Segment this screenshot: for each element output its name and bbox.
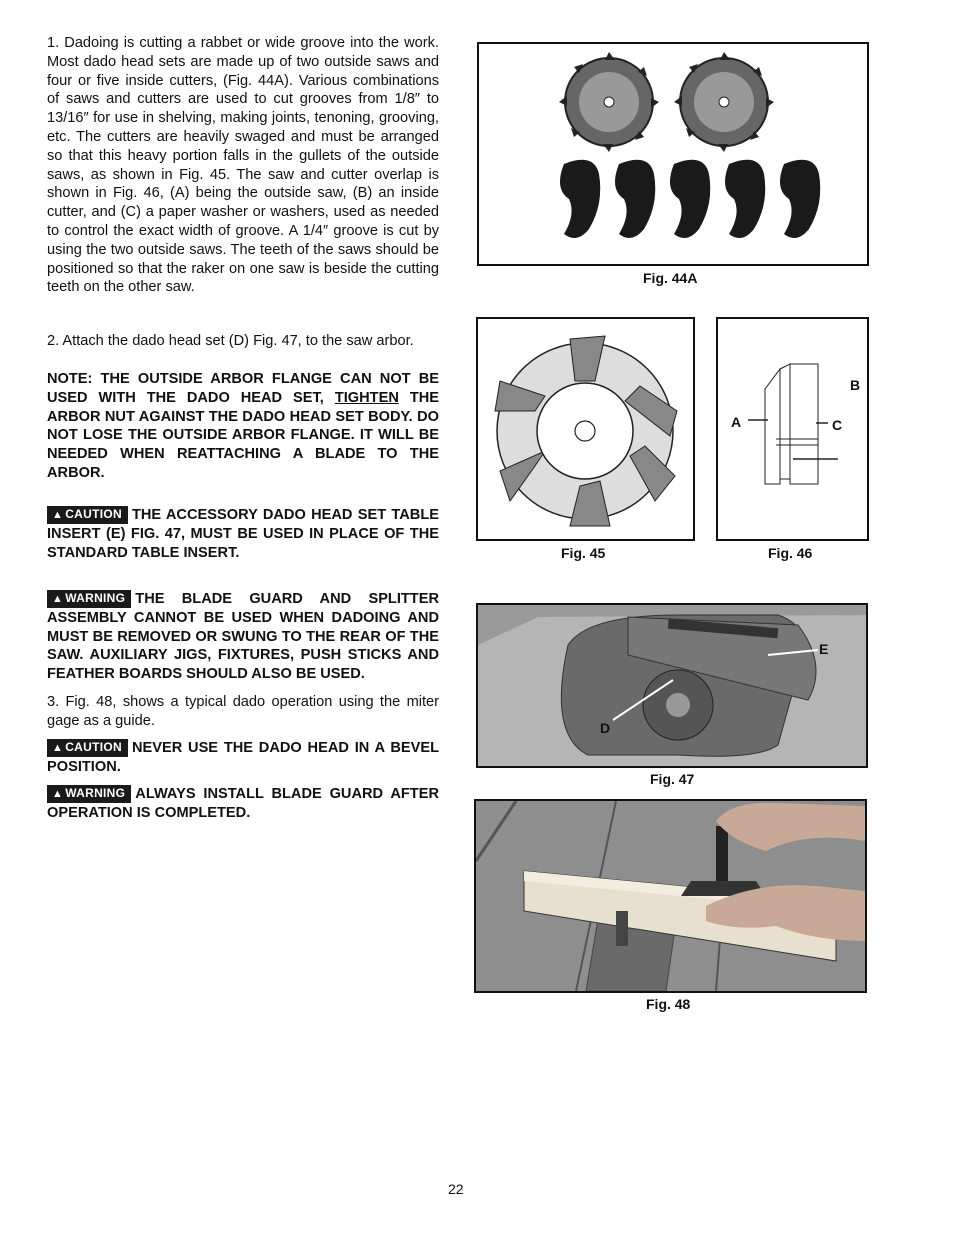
caution-table-insert: [47, 506, 439, 562]
dado-cutter-overlay-illustration: [478, 319, 693, 539]
caption-fig-46: Fig. 46: [768, 545, 813, 561]
paragraph-dadoing: 1. Dadoing is cutting a rabbet or wide groove into the work. Most dado head sets are made up of two outside saws and four or five inside cutters, (Fig. 44A). Various combinations of saws and cutters are used to cut grooves from 1/8″ to 13/16″ for use in shelving, making joints, tenoning, grooving, etc. The cutters are heavily swaged and must be arranged so that this heavy portion falls in the gullets of the outside saws, as shown in Fig. 45. The saw and cutter overlap is shown in Fig. 46, (A) being the outside saw, (B) an inside cutter, and (C) a paper washer or washers, used as needed to control the exact width of groove. A 1/4″ groove is cut by using the two outside saws. The teeth of the saws should be positioned so that the raker on one saw is beside the cutting teeth on the other saw.: [47, 35, 439, 296]
label-d: D: [600, 720, 611, 736]
warning-badge: [47, 785, 131, 803]
caution-bevel: [47, 739, 439, 777]
caution-badge: [47, 506, 128, 524]
caption-fig-47: Fig. 47: [650, 771, 695, 787]
dado-operation-photo: [476, 801, 865, 991]
figure-44a: [477, 42, 869, 266]
caption-fig-44a: Fig. 44A: [643, 270, 698, 286]
warning-triangle-icon: ▲: [52, 788, 64, 800]
dado-head-insert-photo: [478, 605, 866, 766]
warning-triangle-icon: ▲: [52, 742, 64, 754]
note-text-a: NOTE: THE OUTSIDE ARBOR FLANGE CAN NOT BE USED WITH THE DADO HEAD SET,: [47, 371, 439, 406]
caution-table-insert-text: THE ACCESSORY DADO HEAD SET TABLE INSERT (E) FIG. 47, MUST BE USED IN PLACE OF THE STANDARD TABLE INSERT.: [47, 507, 439, 561]
caution-badge-label: CAUTION: [65, 740, 122, 754]
warning-triangle-icon: ▲: [52, 593, 64, 605]
note-text-b: THE ARBOR NUT AGAINST THE DADO HEAD SET BODY. DO NOT LOSE THE OUTSIDE ARBOR FLANGE. IT WILL BE NEEDED WHEN REATTACHING A BLADE TO THE ARBOR.: [47, 389, 440, 481]
figure-45: [476, 317, 695, 541]
warning-blade-guard: [47, 590, 439, 684]
figure-47: [476, 603, 868, 768]
label-e: E: [819, 641, 829, 657]
warning-badge-label: WARNING: [65, 591, 126, 605]
caution-badge: [47, 739, 128, 757]
warning-badge-label: WARNING: [65, 786, 126, 800]
caution-bevel-text: NEVER USE THE DADO HEAD IN A BEVEL POSITION.: [47, 740, 439, 775]
warning-badge: [47, 590, 131, 608]
note-arbor-flange: [47, 370, 439, 483]
paragraph-typical-operation: 3. Fig. 48, shows a typical dado operation using the miter gage as a guide.: [47, 694, 439, 729]
paragraph-attach: 2. Attach the dado head set (D) Fig. 47, to the saw arbor.: [47, 333, 414, 349]
figure-48: [474, 799, 867, 993]
warning-install-guard: [47, 785, 439, 823]
label-b: B: [850, 377, 861, 393]
label-a: A: [731, 414, 742, 430]
label-c: C: [832, 417, 843, 433]
caution-badge-label: CAUTION: [65, 507, 122, 521]
warning-blade-guard-text: THE BLADE GUARD AND SPLITTER ASSEMBLY CANNOT BE USED WHEN DADOING AND MUST BE REMOVED OR SWUNG TO THE REAR OF THE SAW. AUXILIARY JIGS, FIXTURES, PUSH STICKS AND FEATHER BOARDS SHOULD ALSO BE USED.: [47, 591, 439, 683]
caption-fig-45: Fig. 45: [561, 545, 606, 561]
caption-fig-48: Fig. 48: [646, 996, 691, 1012]
dado-set-illustration: [479, 44, 867, 264]
note-tighten: TIGHTEN: [334, 389, 399, 406]
warning-triangle-icon: ▲: [52, 509, 64, 521]
page-number: 22: [448, 1181, 464, 1197]
warning-install-guard-text: ALWAYS INSTALL BLADE GUARD AFTER OPERATION IS COMPLETED.: [47, 786, 439, 821]
